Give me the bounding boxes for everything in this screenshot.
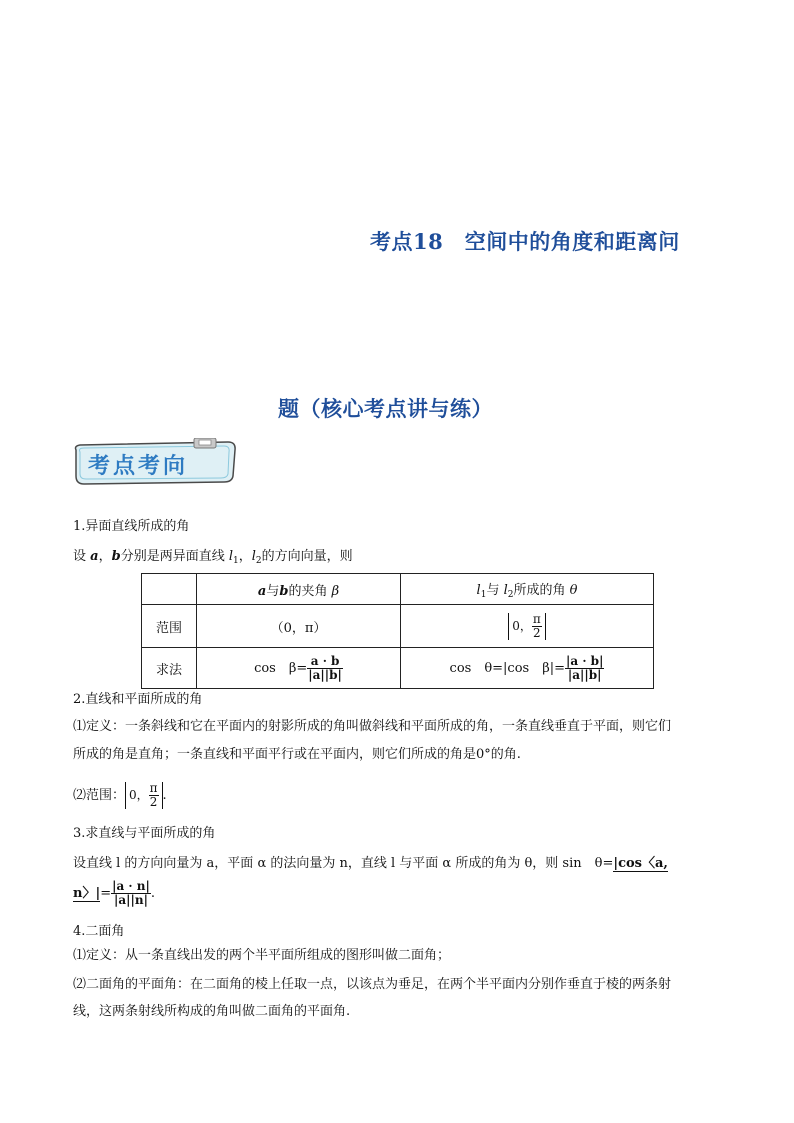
section4-definition: ⑴定义：从一条直线出发的两个半平面所组成的图形叫做二面角； [73,948,451,963]
section-banner [70,438,240,486]
table-row [142,574,654,605]
section1-heading: 1.异面直线所成的角 [73,519,190,534]
table-row [142,648,654,689]
page-title-line2: 题（核心考点讲与练） [278,396,493,421]
table-cell-empty [142,574,197,605]
section1-intro: 设 a，b分别是两异面直线 $l_1$，$l_2$的方向向量，则 [73,549,353,566]
section4-plane-angle-line2: 线，这两条射线所构成的角叫做二面角的平面角. [73,1004,351,1019]
section3-heading: 3.求直线与平面所成的角 [73,826,216,841]
table-row [142,605,654,648]
table-head-line-angle: $l_1$与 $l_2$所成的角 θ [401,574,654,605]
section2-definition-line2: 所成的角是直角；一条直线和平面平行或在平面内，则它们所成的角是0°的角. [73,747,521,762]
table-method-line: cos θ=|cos β|= $\frac{|a \cdot b|}{|a||b|}$ [401,648,654,689]
angle-table [141,573,654,689]
section3-line1: 设直线 l 的方向向量为 a，平面 α 的法向量为 n，直线 l 与平面 α 所成的角为 θ，则 sin θ=|cos〈a, [73,856,668,871]
table-head-vector-angle: a与b的夹角 β [197,574,401,605]
table-row-label-method: 求法 [142,648,197,689]
section2-range: ⑵范围： 0， $\frac{\pi}{2}$ . [73,781,167,809]
banner-text: 考点考向 [88,454,189,479]
section2-definition-line1: ⑴定义：一条斜线和它在平面内的射影所成的角叫做斜线和平面所成的角，一条直线垂直于平面，则它们 [73,719,672,734]
table-range-vector: （0，π） [197,605,401,648]
page-title-line1: 考点18 空间中的角度和距离问 [370,229,680,254]
table-row-label-range: 范围 [142,605,197,648]
table-range-line: 0， $\frac{\pi}{2}$ [401,605,654,648]
section4-heading: 4.二面角 [73,924,125,939]
section4-plane-angle-line1: ⑵二面角的平面角：在二面角的棱上任取一点，以该点为垂足，在两个半平面内分别作垂直于棱的两条射 [73,977,672,992]
section3-line2: n〉|= $\frac{|a \cdot n|}{|a||n|}$ . [73,879,155,907]
section2-heading: 2.直线和平面所成的角 [73,692,203,707]
table-method-vector: cos β= $\frac{a \cdot b}{|a||b|}$ [197,648,401,689]
